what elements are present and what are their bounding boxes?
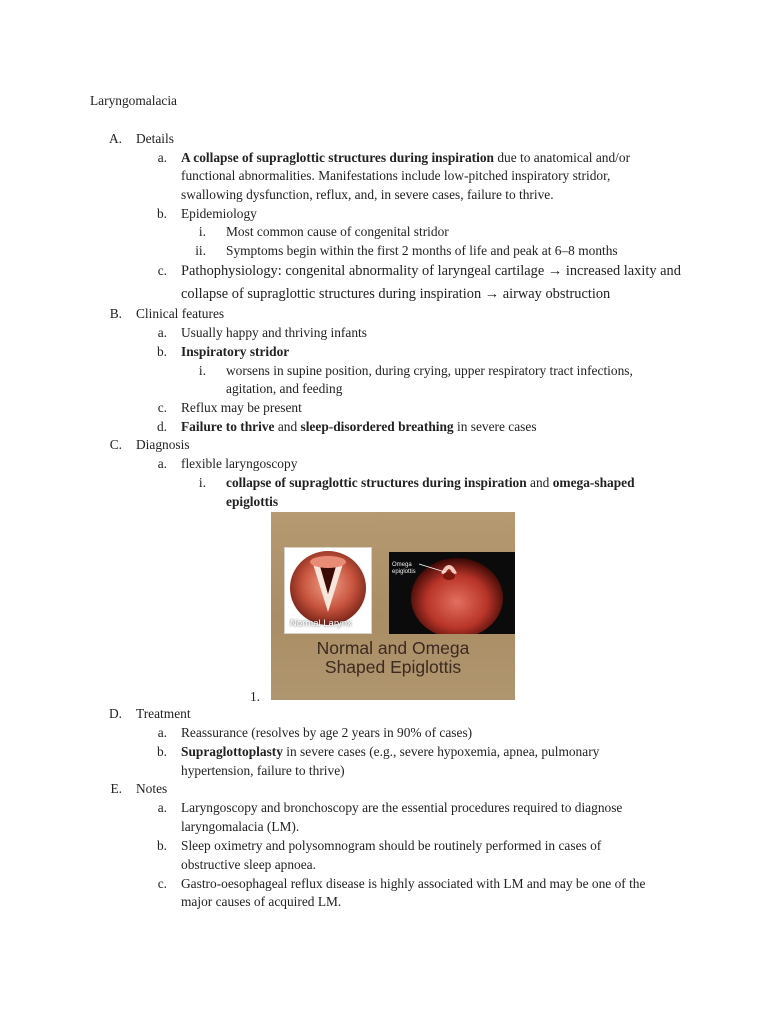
omega-epiglottis-label: Omega epiglottis [392,562,416,575]
section-heading-notes: Notes [136,781,168,796]
epidemiology-item-1: Most common cause of congenital stridor [226,224,449,239]
list-marker: a. [157,800,167,815]
list-marker: d. [156,419,167,434]
list-marker: 1. [249,689,260,704]
clinical-item: Usually happy and thriving infants [181,325,367,340]
diagnosis-finding-line2: epiglottis [226,494,279,509]
pathophysiology-line2: collapse of supraglottic structures during inspiration → airway obstruction [181,286,611,302]
bold-term: omega-shaped [552,475,635,490]
section-marker-c: C. [109,437,122,452]
document-title: Laryngomalacia [90,93,177,108]
epidemiology-heading: Epidemiology [181,206,257,221]
note-a-line2: laryngomalacia (LM). [181,819,300,834]
normal-larynx-photo [284,547,372,634]
list-marker: b. [156,838,167,853]
text-span: in severe cases (e.g., severe hypoxemia, apnea, pulmonary [282,744,600,759]
section-heading-diagnosis: Diagnosis [136,437,190,452]
section-marker-a: A. [108,131,122,146]
stridor-detail-line2: agitation, and feeding [226,381,343,396]
figure-caption [271,639,515,677]
list-marker: b. [156,206,167,221]
text-span: in severe cases [453,419,537,434]
figure-caption-line2: Shaped Epiglottis [324,657,462,677]
note-c-line2: major causes of acquired LM. [181,894,342,909]
pathophysiology-line1: Pathophysiology: congenital abnormality of laryngeal cartilage → increased laxity and [181,263,681,279]
list-marker: c. [157,263,167,278]
section-marker-b: B. [109,306,122,321]
diagnosis-item: flexible laryngoscopy [181,456,298,471]
list-marker: b. [156,344,167,359]
treatment-surgery-line2: hypertension, failure to thrive) [181,763,345,778]
section-heading-treatment: Treatment [136,706,191,721]
section-marker-d: D. [108,706,122,721]
section-heading-details: Details [136,131,174,146]
section-marker-e: E. [110,781,122,796]
list-marker: i. [198,224,206,239]
list-marker: b. [156,744,167,759]
list-marker: a. [157,325,167,340]
list-marker: a. [157,725,167,740]
note-b-line2: obstructive sleep apnoea. [181,857,316,872]
text-span: and [526,475,553,490]
figure-caption-line1: Normal and Omega [316,638,470,658]
clinical-item-failure [181,418,537,436]
clinical-item: Reflux may be present [181,400,302,415]
list-marker: a. [157,150,167,165]
text-span: and [274,419,301,434]
treatment-item: Reassurance (resolves by age 2 years in 90% of cases) [181,725,473,740]
note-c-line1: Gastro-oesophageal reflux disease is highly associated with LM and may be one of the [181,876,646,891]
stridor-detail-line1: worsens in supine position, during crying, upper respiratory tract infections, [226,363,633,378]
section-heading-clinical-features: Clinical features [136,306,225,321]
list-marker: i. [198,363,206,378]
details-definition-line3: swallowing dysfunction, reflux, and, in severe cases, failure to thrive. [181,187,554,202]
details-definition-line1 [181,149,630,167]
note-b-line1: Sleep oximetry and polysomnogram should be routinely performed in cases of [181,838,602,853]
treatment-surgery-line1 [181,743,599,761]
epidemiology-item-2: Symptoms begin within the first 2 months of life and peak at 6–8 months [226,243,618,258]
list-marker: c. [157,876,167,891]
list-marker: c. [157,400,167,415]
bold-term: Supraglottoplasty [181,744,283,759]
clinical-item-stridor: Inspiratory stridor [181,344,290,359]
diagnosis-finding-line1 [226,474,635,492]
list-marker: ii. [195,243,206,258]
epiglottis-figure [271,512,515,700]
bold-term: Failure to thrive [181,419,275,434]
list-marker: i. [198,475,206,490]
omega-epiglottis-photo [389,552,515,634]
text-span: due to anatomical and/or [493,150,631,165]
details-definition-line2: functional abnormalities. Manifestations include low-pitched inspiratory stridor, [181,168,611,183]
bold-term: collapse of supraglottic structures during inspiration [226,475,527,490]
normal-larynx-label: Normal Larynx [290,618,352,629]
list-marker: a. [157,456,167,471]
bold-term: sleep-disordered breathing [300,419,454,434]
note-a-line1: Laryngoscopy and bronchoscopy are the essential procedures required to diagnose [181,800,623,815]
bold-term: A collapse of supraglottic structures during inspiration [181,150,494,165]
